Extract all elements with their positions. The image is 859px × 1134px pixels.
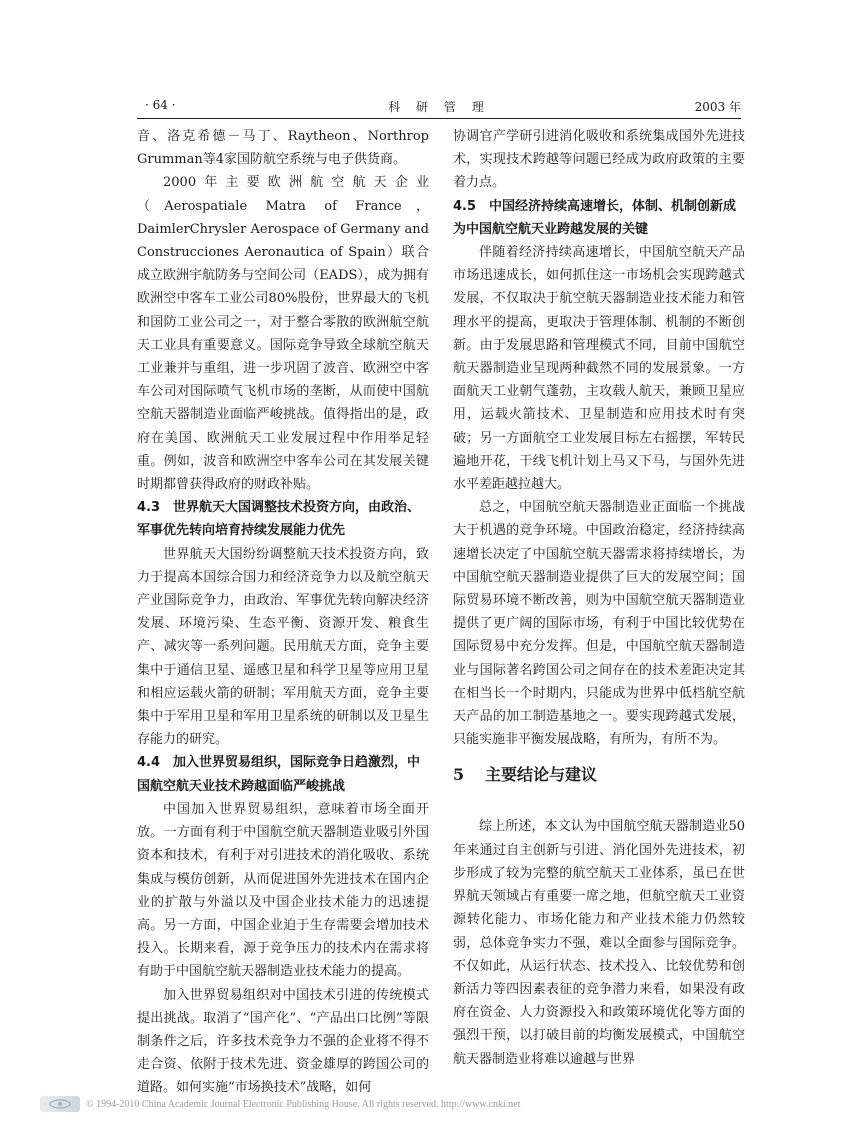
section-heading-4-3: 4.3 世界航天大国调整技术投资方向，由政治、军事优先转向培育持续发展能力优先: [137, 500, 421, 539]
publication-year: 2003 年: [694, 100, 741, 114]
section-title: 主要结论与建议: [485, 765, 598, 785]
section-heading-5: [453, 761, 745, 789]
right-column: [453, 125, 745, 1071]
section-heading-4-5: 4.5 中国经济持续高速增长，体制、机制创新成为中国航空航天业跨越发展的关键: [453, 198, 737, 237]
paragraph: 2000年主要欧洲航空航天企业（Aerospatiale Matra of France，DaimlerChrysler Aerospace of Germany and Construcciones Aeronautica of Spain）联合成立欧洲宇航防务与空间公司（EADS），成为拥有欧洲空中客车工业公司80%股份，世界最大的飞机和国防工业公司之一，对于整合零散的欧洲航空航天工业具有重要意义。国际竞争导致全球航空航天工业兼并与重组，进一步巩固了波音、欧洲空中客车公司对国际喷气飞机市场的垄断，从而使中国航空航天器制造业面临严峻挑战。值得指出的是，政府在美国、欧洲航天工业发展过程中作用举足轻重。例如，波音和欧洲空中客车公司在其发展关键时期都曾获得政府的财政补贴。: [137, 175, 429, 493]
paragraph: 音、洛克希德－马丁、Raytheon、Northrop Grumman等4家国防航空系统与电子供货商。: [137, 129, 429, 168]
paragraph: 综上所述，本文认为中国航空航天器制造业50年来通过自主创新与引进、消化国外先进技术，初步形成了较为完整的航空航天工业体系，虽已在世界航天领域占有重要一席之地，但航空航天工业资源转化能力、市场化能力和产业技术能力仍然较弱，总体竞争实力不强，难以全面参与国际竞争。不仅如此，从运行状态、技术投入、比较优势和创新活力等四因素表征的竞争潜力来看，如果没有政府在资金、人力资源投入和政策环境优化等方面的强烈干预，以打破目前的均衡发展模式，中国航空航天器制造业将难以逾越与世界: [453, 819, 745, 1067]
cnki-logo-icon: [40, 1096, 80, 1112]
left-column: [137, 125, 429, 1100]
section-number: 5: [453, 765, 465, 785]
running-header: [137, 96, 741, 116]
header-rule: [137, 118, 741, 119]
paragraph: 协调官产学研引进消化吸收和系统集成国外先进技术，实现技术跨越等问题已经成为政府政策的主要着力点。: [453, 129, 745, 191]
journal-title: 科 研 管 理: [388, 100, 490, 114]
copyright-footer: [40, 1096, 740, 1116]
paragraph: 中国加入世界贸易组织，意味着市场全面开放。一方面有利于中国航空航天器制造业吸引外国资本和技术，有利于对引进技术的消化吸收、系统集成与模仿创新，从而促进国外先进技术在国内企业的扩散与外溢以及中国企业技术能力的迅速提高。另一方面，中国企业迫于生存需要会增加技术投入。长期来看，源于竞争压力的技术内在需求将有助于中国航空航天器制造业技术能力的提高。: [137, 801, 429, 980]
section-heading-4-4: 4.4 加入世界贸易组织，国际竞争日趋激烈，中国航空航天业技术跨越面临严峻挑战: [137, 755, 421, 794]
copyright-text: © 1994-2010 China Academic Journal Electronic Publishing House. All rights reserved. http://www.cnki.net: [86, 1099, 521, 1110]
paragraph: 加入世界贸易组织对中国技术引进的传统模式提出挑战。取消了“国产化”、“产品出口比例”等限制条件之后，许多技术竞争力不强的企业将不得不走合资、依附于技术先进、资金雄厚的跨国公司的道路。如何实施“市场换技术”战略，如何: [137, 987, 429, 1096]
paragraph: 总之，中国航空航天器制造业正面临一个挑战大于机遇的竞争环境。中国政治稳定，经济持续高速增长决定了中国航空航天器需求将持续增长，为中国航空航天器制造业提供了巨大的发展空间；国际贸易环境不断改善，则为中国航空航天器制造业提供了更广阔的国际市场，有利于中国比较优势在国际贸易中充分发挥。但是，中国航空航天器制造业与国际著名跨国公司之间存在的技术差距决定其在相当长一个时期内，只能成为世界中低档航空航天产品的加工制造基地之一。要实现跨越式发展，只能实施非平衡发展战略，有所为，有所不为。: [453, 500, 745, 748]
page-number: · 64 ·: [145, 98, 176, 112]
paragraph: 世界航天大国纷纷调整航天技术投资方向，致力于提高本国综合国力和经济竞争力以及航空航天产业国际竞争力，由政治、军事优先转向解决经济发展、环境污染、生态平衡、资源开发、粮食生产、减灾等一系列问题。民用航天方面，竞争主要集中于通信卫星、遥感卫星和科学卫星等应用卫星和相应运载火箭的研制；军用航天方面，竞争主要集中于军用卫星和军用卫星系统的研制以及卫星生存能力的研究。: [137, 546, 429, 748]
paragraph: 伴随着经济持续高速增长，中国航空航天产品市场迅速成长，如何抓住这一市场机会实现跨越式发展，不仅取决于航空航天器制造业技术能力和管理水平的提高，更取决于管理体制、机制的不断创新。由于发展思路和管理模式不同，目前中国航空航天器制造业呈现两种截然不同的发展景象。一方面航天工业朝气蓬勃，主攻载人航天，兼顾卫星应用，运载火箭技术、卫星制造和应用技术时有突破；另一方面航空工业发展目标左右摇摆，军转民遍地开花，干线飞机计划上马又下马，与国外先进水平差距越拉越大。: [453, 245, 745, 493]
